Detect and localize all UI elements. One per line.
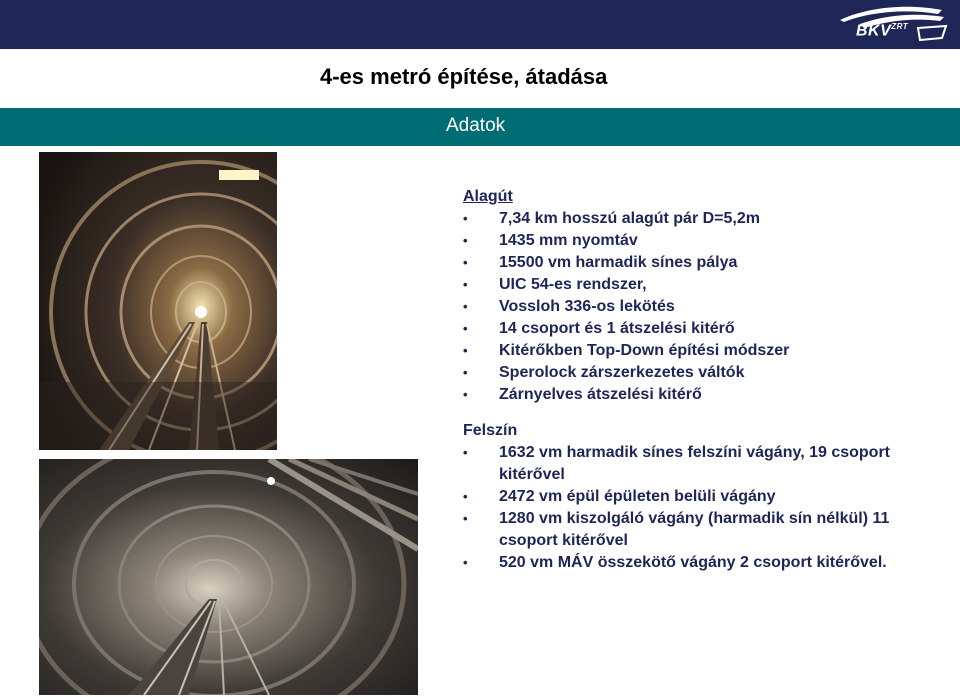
list-item: • 15500 vm harmadik sínes pálya [463, 252, 943, 274]
list-item: • 1632 vm harmadik sínes felszíni vágány, 19 csoport kitérővel [463, 442, 943, 486]
bkv-logo [830, 2, 948, 46]
list-item: • Kitérőkben Top-Down építési módszer [463, 340, 943, 362]
section-label: Adatok [446, 115, 506, 136]
list-item: • Zárnyelves átszelési kitérő [463, 384, 943, 406]
list-item: • 2472 vm épül épületen belüli vágány [463, 486, 943, 508]
list-item: • Vossloh 336-os lekötés [463, 296, 943, 318]
list-item: • 14 csoport és 1 átszelési kitérő [463, 318, 943, 340]
list-item: • 1280 vm kiszolgáló vágány (harmadik sín nélkül) 11 csoport kitérővel [463, 508, 943, 552]
page-title: 4-es metró építése, átadása [320, 64, 608, 89]
alagut-list [463, 208, 943, 406]
list-item: • 7,34 km hosszú alagút pár D=5,2m [463, 208, 943, 230]
top-bar [0, 0, 960, 49]
tunnel-photo-2 [39, 459, 418, 695]
tunnel-photo-1 [39, 152, 277, 450]
list-item: • 1435 mm nyomtáv [463, 230, 943, 252]
alagut-heading: Alagút [463, 188, 513, 205]
list-item: • UIC 54-es rendszer, [463, 274, 943, 296]
logo-text: $BKV^{ZRT}$ [856, 22, 909, 40]
list-item: • 520 vm MÁV összekötő vágány 2 csoport kitérővel. [463, 552, 943, 574]
felszin-list [463, 442, 943, 574]
content-text [463, 186, 943, 574]
felszin-heading: Felszín [463, 422, 518, 439]
list-item: • Sperolock zárszerkezetes váltók [463, 362, 943, 384]
